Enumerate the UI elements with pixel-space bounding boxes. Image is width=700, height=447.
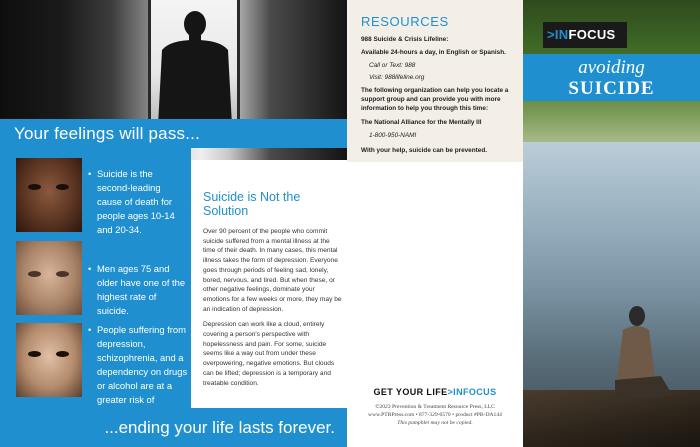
face-photo-young-man	[16, 323, 82, 397]
resource-line: The National Alliance for the Mentally Ill	[361, 119, 482, 126]
fact-item	[88, 262, 188, 318]
bottom-banner: ...ending your life lasts forever.	[0, 408, 347, 447]
fact-text: Men ages 75 and older have one of the highest rate of suicide.	[97, 263, 186, 316]
inside-left-panel	[0, 0, 347, 447]
footer-brand-suffix: >INFOCUS	[447, 387, 497, 397]
top-banner: Your feelings will pass...	[0, 119, 347, 148]
copy-notice: This pamphlet may not be copied.	[397, 420, 473, 426]
resource-line: 988 Suicide & Crisis Lifeline:	[361, 36, 449, 43]
person-silhouette	[140, 6, 250, 126]
fact-text: People suffering from depression, schizophrenia, and a dependency on drugs or alcohol are at a greater risk of	[97, 324, 188, 405]
resources-box	[347, 0, 523, 162]
logo-prefix: >IN	[547, 27, 569, 42]
face-photo-elderly-man	[16, 241, 82, 315]
resource-line: The following organization can help you locate a support group and can provide you with more information to help you through this time:	[361, 87, 509, 112]
resource-line: Visit: 988lifeline.org	[369, 74, 425, 81]
article-paragraph: Over 90 percent of the people who commit suicide suffered from a mental illness at the time of their death. In many cases, this mental illness takes the form of depression. Everyone goes through periods of feeling sad, lonely, bored, nervous, and tired. But when these, or other negative feelings, dominate your emotions for a few weeks or more, they may be an indication of depression.	[203, 228, 342, 313]
bullet-icon: •	[88, 263, 92, 274]
resource-line: Available 24-hours a day, in English or Spanish.	[361, 49, 506, 56]
resource-line: With your help, suicide can be prevented.	[361, 147, 488, 154]
footer-brand-prefix: GET YOUR LIFE	[373, 387, 448, 397]
footer-brand-logo	[347, 387, 523, 397]
fact-text: Suicide is the second-leading cause of death for people ages 10-14 and 20-34.	[97, 168, 175, 235]
back-panel	[347, 0, 523, 447]
copyright-text: ©2023 Prevention & Treatment Resource Press, LLC	[375, 404, 495, 410]
article-section	[203, 190, 343, 394]
article-paragraph: Depression can work like a cloud, entirely covering a person's perspective with hopelessness and pain. For some, suicide seems like a way out from under these overpowering, negative emotions. But clouds can be lifted; depression is a temporary and treatable condition.	[203, 321, 335, 387]
resource-line: Call or Text: 988	[369, 62, 416, 69]
article-heading: Suicide is Not the Solution	[203, 190, 301, 218]
fact-item	[88, 323, 188, 421]
resource-line: 1-800-950-NAMI	[369, 132, 417, 139]
face-photo-elderly-woman	[16, 158, 82, 232]
contact-text: www.PTRPress.com • 877-329-0570 • product #PB-DA144	[368, 412, 502, 418]
seated-person-photo	[615, 300, 675, 400]
bullet-icon: •	[88, 168, 92, 179]
fact-item	[88, 167, 188, 237]
cover-panel	[523, 0, 700, 447]
bullet-icon: •	[88, 324, 92, 335]
title-line-suicide: SUICIDE	[568, 78, 655, 99]
cover-title	[523, 54, 700, 101]
title-line-avoiding: avoiding	[578, 57, 645, 78]
resources-title: RESOURCES	[361, 14, 449, 29]
infocus-logo	[543, 22, 627, 48]
logo-suffix: FOCUS	[568, 27, 616, 42]
